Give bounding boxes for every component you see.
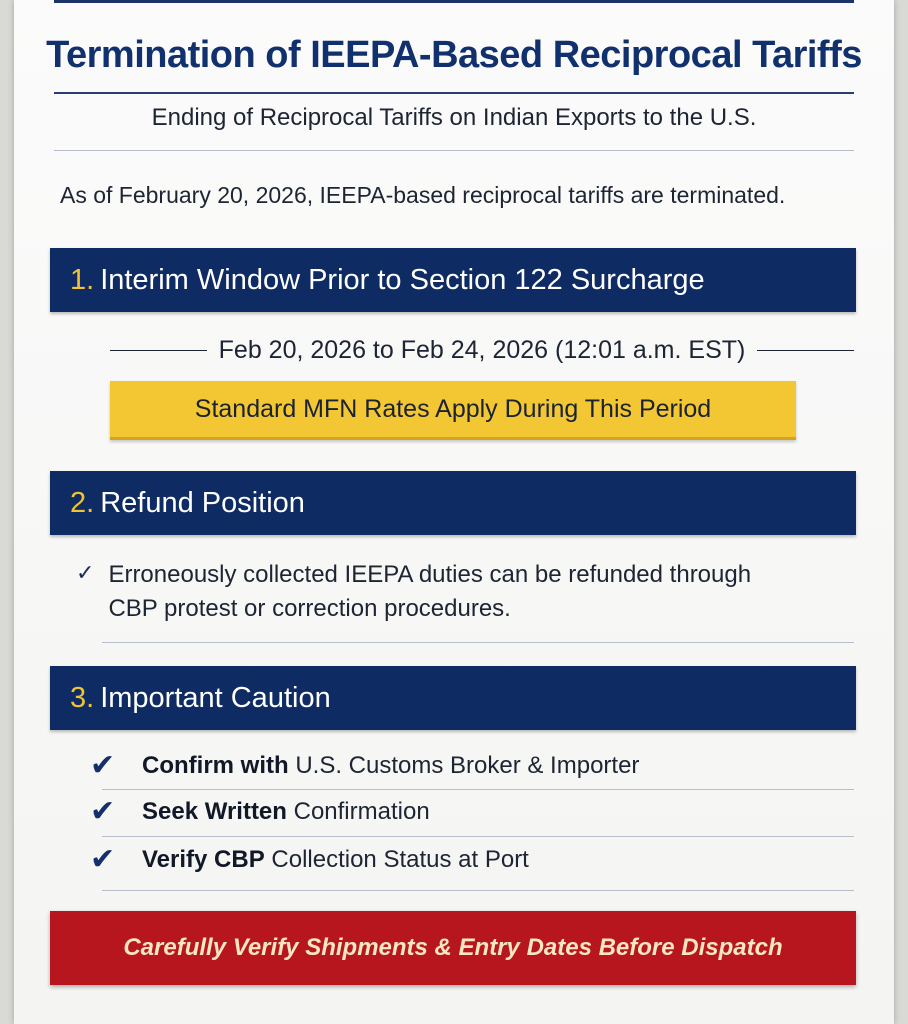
checklist-item-3-bold: Verify CBP	[142, 846, 265, 873]
check-icon: ✔	[90, 795, 116, 828]
checklist-item-3-rest: Collection Status at Port	[264, 846, 529, 873]
section-1-header	[50, 248, 856, 312]
checklist-item-3	[90, 840, 529, 880]
document-title: Termination of IEEPA-Based Reciprocal Tariffs	[46, 34, 862, 76]
section-3-heading: Important Caution	[100, 681, 331, 714]
refund-divider	[102, 642, 854, 643]
title-divider	[54, 92, 854, 94]
checklist-item-2	[90, 792, 430, 832]
checklist-item-1	[90, 746, 639, 786]
section-1-number: 1.	[70, 263, 95, 296]
check-icon: ✓	[76, 560, 95, 585]
checklist-divider-2	[102, 836, 854, 837]
date-line-left	[110, 350, 207, 351]
subtitle-divider	[54, 150, 854, 151]
refund-point	[76, 558, 788, 626]
checklist-divider-3	[102, 890, 854, 891]
checklist-item-3-text	[142, 840, 529, 880]
caution-banner: Carefully Verify Shipments & Entry Dates Before Dispatch	[50, 911, 856, 985]
section-3-number: 3.	[70, 681, 95, 714]
mfn-rates-banner: Standard MFN Rates Apply During This Period	[110, 381, 796, 440]
refund-point-text: Erroneously collected IEEPA duties can be refunded through CBP protest or correction procedures.	[108, 561, 752, 622]
checklist-item-2-text	[142, 792, 430, 832]
date-line-right	[757, 350, 854, 351]
check-icon: ✔	[90, 749, 116, 782]
date-range-line	[54, 330, 854, 370]
section-2-header	[50, 471, 856, 535]
checklist-item-2-bold: Seek Written	[142, 798, 287, 825]
top-rule	[54, 0, 854, 3]
section-2-number: 2.	[70, 486, 95, 519]
checklist-item-1-rest: U.S. Customs Broker & Importer	[288, 752, 640, 779]
check-icon: ✔	[90, 843, 116, 876]
intro-statement: As of February 20, 2026, IEEPA-based reciprocal tariffs are terminated.	[60, 182, 786, 208]
section-3-header	[50, 666, 856, 730]
checklist-divider-1	[102, 789, 854, 790]
date-range: Feb 20, 2026 to Feb 24, 2026 (12:01 a.m. EST)	[218, 335, 746, 364]
document-subtitle: Ending of Reciprocal Tariffs on Indian Exports to the U.S.	[151, 104, 757, 131]
section-2-heading: Refund Position	[100, 486, 305, 519]
document-sheet	[14, 0, 894, 1024]
checklist-item-1-text	[142, 746, 639, 786]
section-1-heading: Interim Window Prior to Section 122 Surcharge	[100, 263, 705, 296]
checklist-item-1-bold: Confirm with	[142, 752, 289, 779]
checklist-item-2-rest: Confirmation	[286, 798, 430, 825]
